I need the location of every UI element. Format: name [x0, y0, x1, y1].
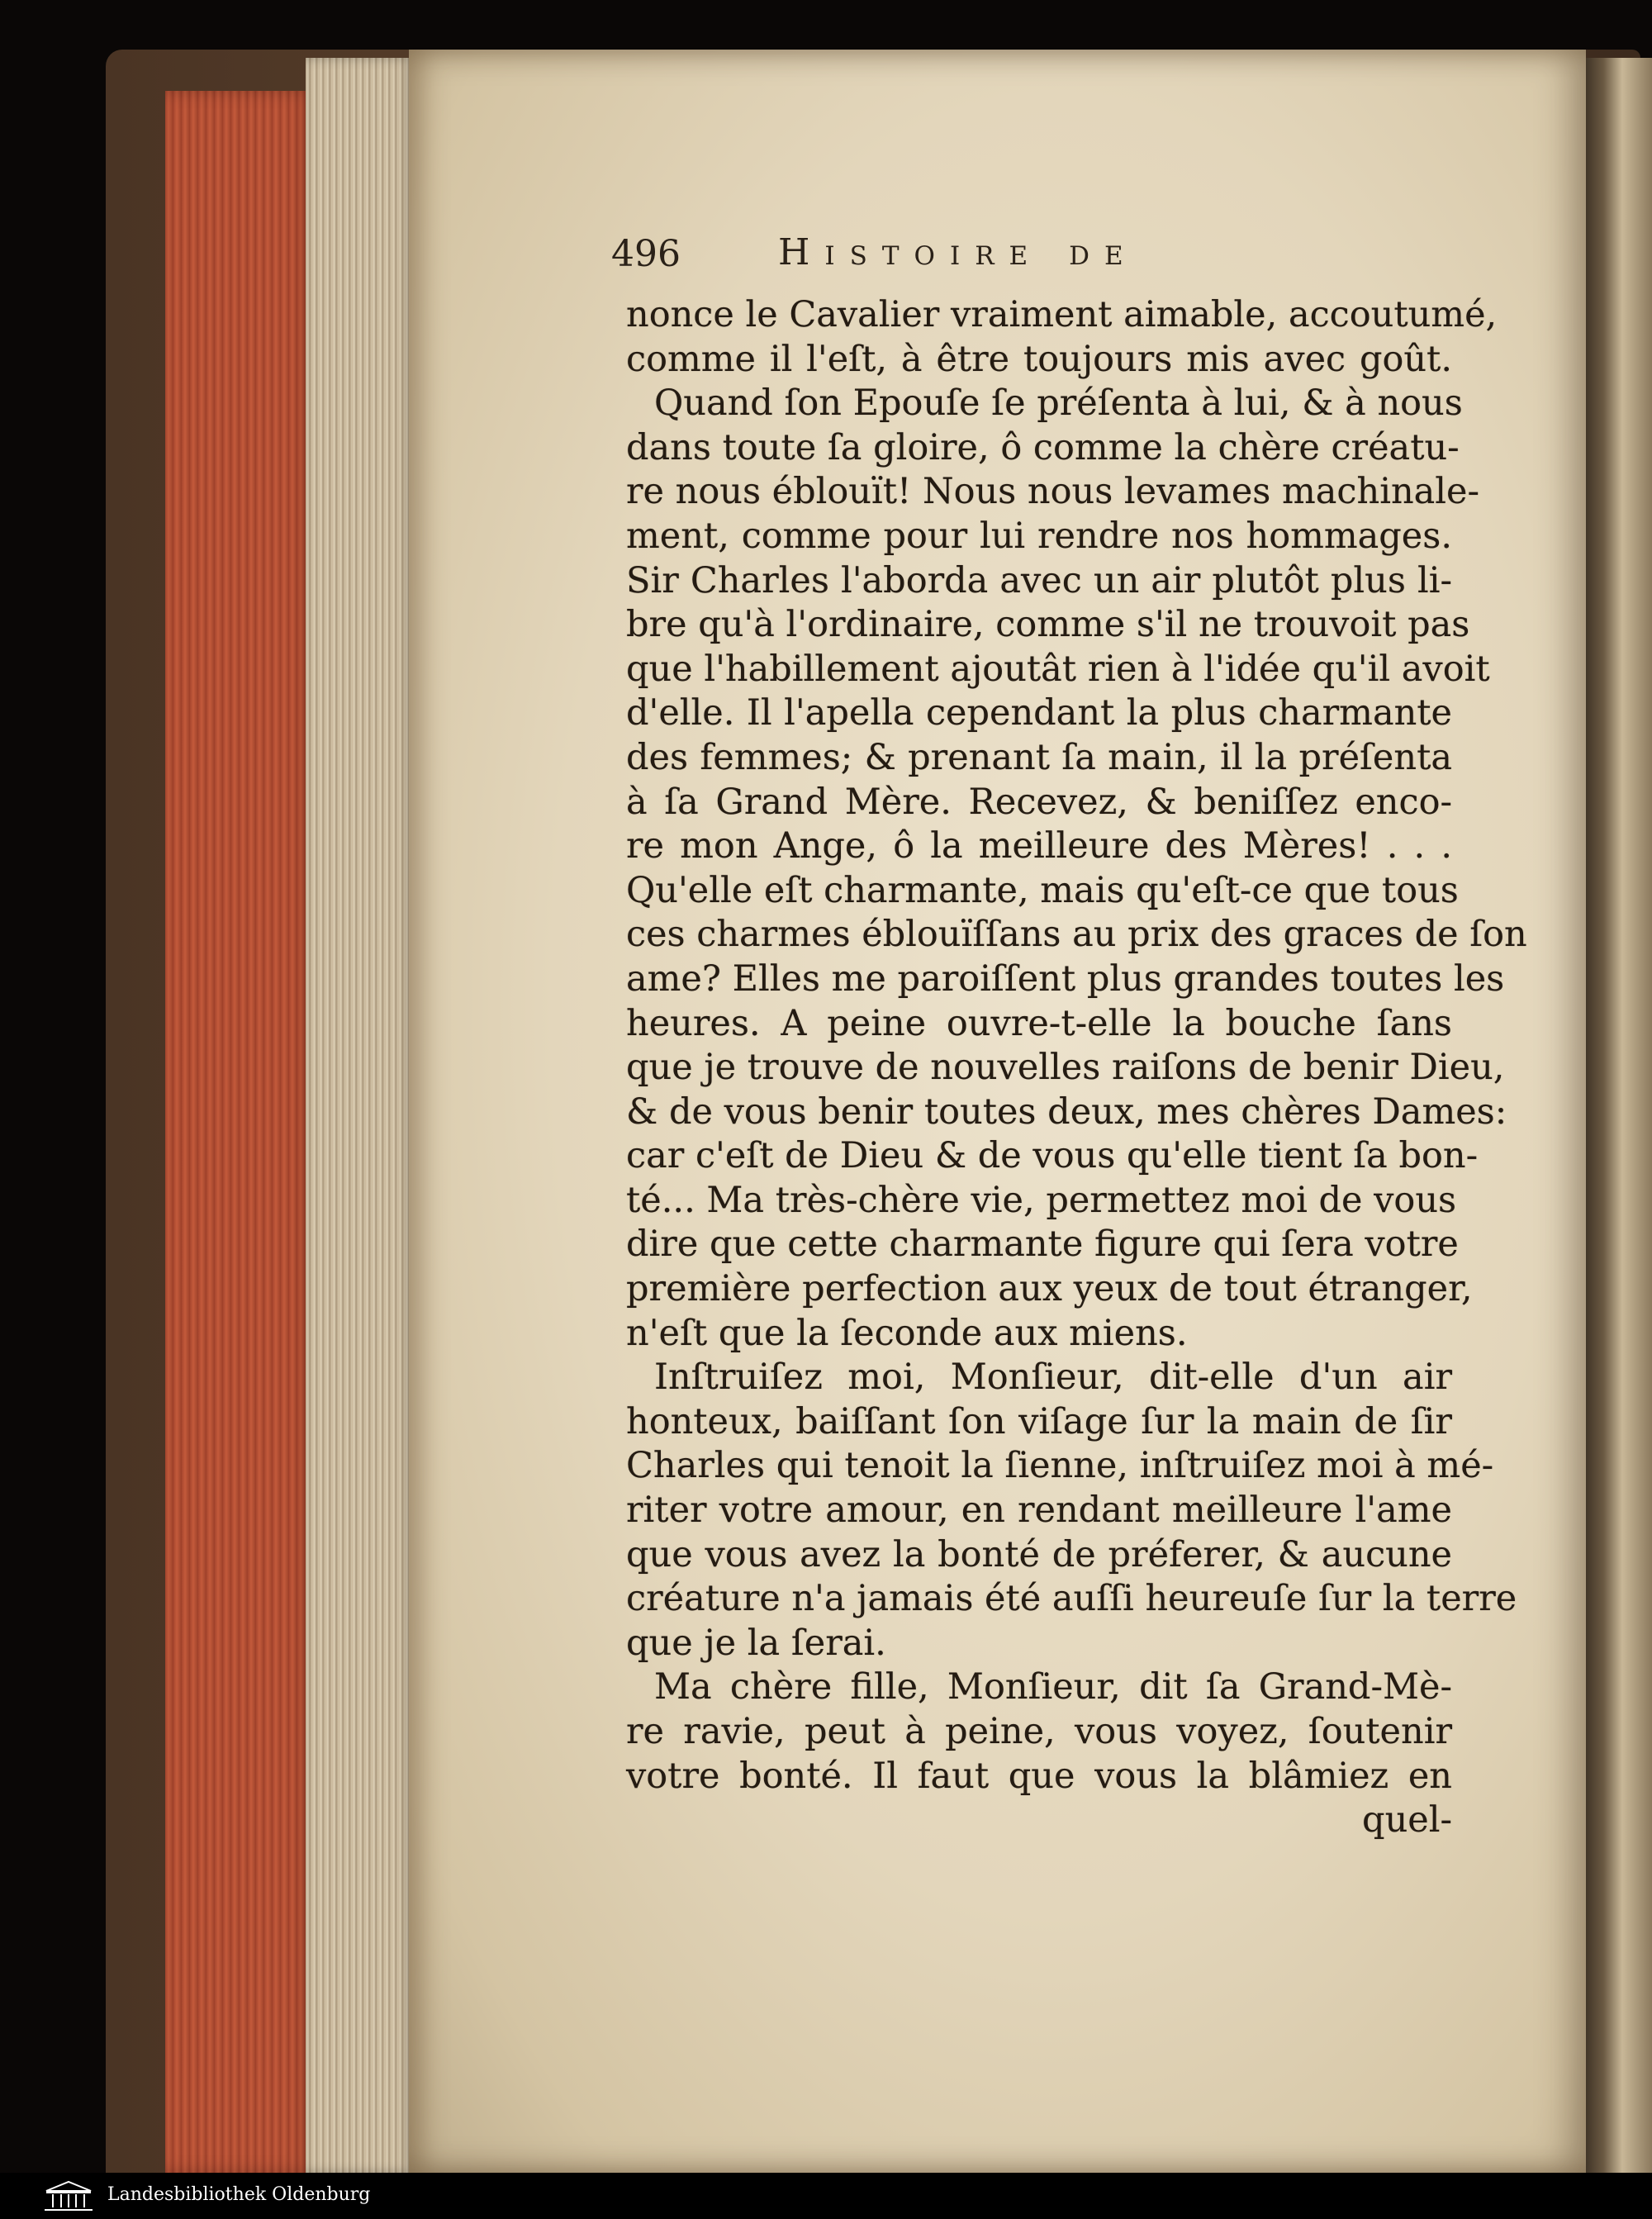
- running-head-title: Histoire de: [778, 231, 1138, 273]
- catchword: quel-: [1362, 1799, 1452, 1841]
- text-line: honteux, baiſſant ſon viſage ſur la main de ſir: [626, 1400, 1452, 1442]
- text-line: que vous avez la bonté de préferer, & aucune: [626, 1533, 1452, 1575]
- text-line: nonce le Cavalier vraiment aimable, accoutumé,: [626, 294, 1498, 335]
- text-line: comme il l'eſt, à être toujours mis avec goût.: [626, 338, 1452, 380]
- text-line: heures. A peine ouvre-t-elle la bouche ſans: [626, 1002, 1452, 1044]
- text-line: créature n'a jamais été auſſi heureuſe ſur la terre: [626, 1578, 1517, 1620]
- text-line: car c'eſt de Dieu & de vous qu'elle tient ſa bon-: [626, 1135, 1479, 1177]
- text-line: Sir Charles l'aborda avec un air plutôt plus li-: [626, 559, 1452, 601]
- text-line: riter votre amour, en rendant meilleure l'ame: [626, 1490, 1452, 1532]
- text-line: té... Ma très-chère vie, permettez moi de vous: [626, 1179, 1457, 1221]
- text-line: que je la ſerai.: [626, 1622, 886, 1664]
- text-line: re nous éblouït! Nous nous levames machinale-: [626, 471, 1480, 513]
- text-line: ces charmes éblouïſſans au prix des graces de ſon: [626, 914, 1527, 956]
- page-stack-edges: [306, 58, 413, 2173]
- body-text: [626, 293, 1527, 1843]
- text-line: re ravie, peut à peine, vous voyez, ſoutenir: [626, 1711, 1452, 1752]
- text-line: bre qu'à l'ordinaire, comme s'il ne trouvoit pas: [626, 604, 1470, 646]
- text-line: que l'habillement ajoutât rien à l'idée qu'il avoit: [626, 648, 1490, 690]
- text-line: ame? Elles me paroiſſent plus grandes toutes les: [626, 957, 1505, 1000]
- text-line: votre bonté. Il faut que vous la blâmiez en: [626, 1755, 1452, 1797]
- library-building-icon: [43, 2179, 94, 2212]
- footer-bar: [0, 2173, 1652, 2219]
- text-line: Ma chère fille, Monſieur, dit ſa Grand-Mè-: [654, 1666, 1452, 1708]
- text-line: dans toute ſa gloire, ô comme la chère créatu-: [626, 426, 1460, 468]
- text-line: n'eſt que la ſeconde aux miens.: [626, 1312, 1188, 1354]
- text-line: Charles qui tenoit la ſienne, inſtruiſez moi à mé-: [626, 1445, 1494, 1487]
- library-name: Landesbibliothek Oldenburg: [107, 2184, 371, 2205]
- text-line: Inſtruiſez moi, Monſieur, dit-elle d'un air: [654, 1357, 1452, 1399]
- text-line: dire que cette charmante figure qui ſera votre: [626, 1224, 1459, 1266]
- text-line: à ſa Grand Mère. Recevez, & beniſſez enco-: [626, 781, 1452, 823]
- text-line: ment, comme pour lui rendre nos hommages.: [626, 515, 1452, 557]
- text-line: Qu'elle eſt charmante, mais qu'eſt-ce que tous: [626, 869, 1459, 911]
- text-line: que je trouve de nouvelles raiſons de benir Dieu,: [626, 1047, 1505, 1089]
- red-page-edges: [165, 91, 314, 2173]
- text-line: des femmes; & prenant ſa main, il la préſenta: [626, 736, 1452, 778]
- text-line: première perfection aux yeux de tout étranger,: [626, 1268, 1473, 1310]
- facing-page-edge: [1578, 58, 1652, 2173]
- text-line: d'elle. Il l'apella cependant la plus charmante: [626, 692, 1452, 734]
- text-line: Quand ſon Epouſe ſe préſenta à lui, & à nous: [654, 383, 1463, 425]
- page-number: 496: [611, 233, 681, 275]
- text-line: & de vous benir toutes deux, mes chères Dames:: [626, 1090, 1507, 1133]
- text-line: re mon Ange, ô la meilleure des Mères! . . .: [626, 825, 1452, 867]
